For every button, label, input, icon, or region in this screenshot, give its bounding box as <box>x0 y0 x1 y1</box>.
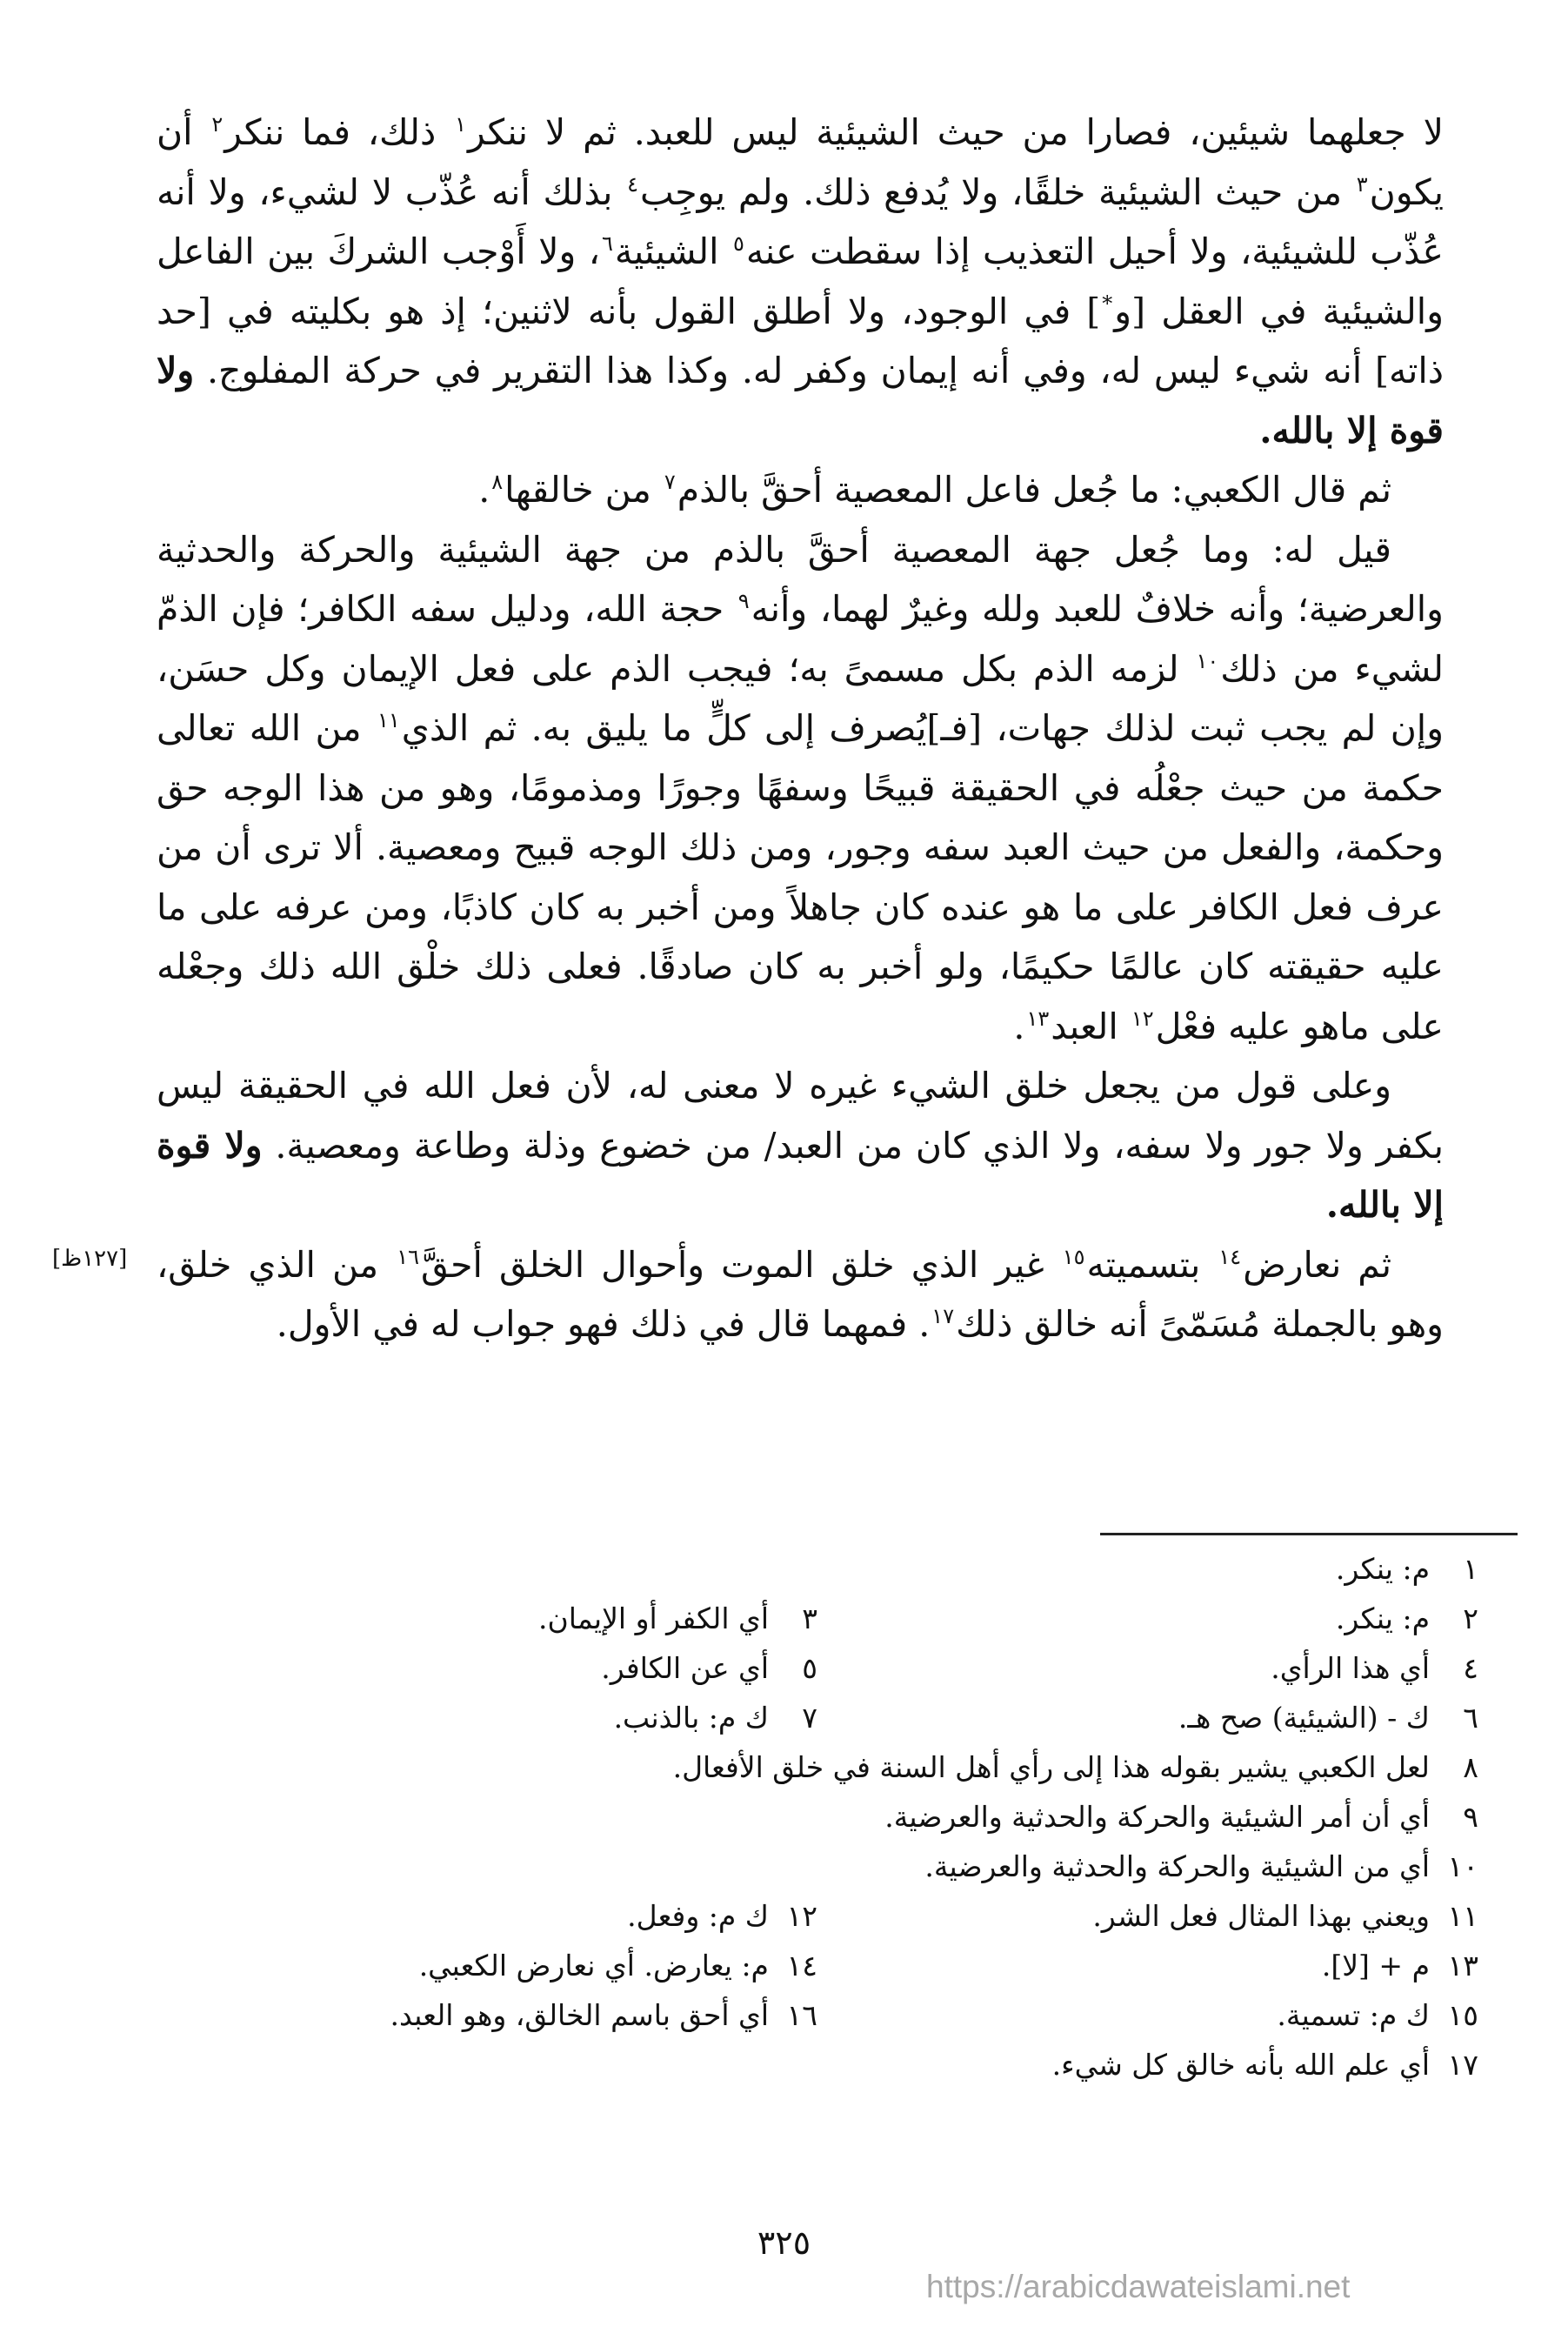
footnote <box>157 1849 1478 1883</box>
footnote-number: ١٧ <box>1447 2048 1478 2082</box>
footnote <box>817 1899 1478 1933</box>
footnote-number: ١٤ <box>786 1949 817 1983</box>
text-run: بذلك أنه عُذّب لا لشيء، ولا أنه عُذّب للشيئية، ولا أحيل التعذيب إذا سقطت عنه <box>157 171 1445 272</box>
footnote-row <box>157 1643 1478 1693</box>
footnote <box>157 1701 817 1735</box>
footnote-marker: ١٣ <box>1026 1006 1050 1031</box>
paragraph <box>157 1235 1444 1354</box>
emphasis-phrase: ولا قوة إلا بالله. <box>157 350 1444 451</box>
footnote <box>817 1949 1478 1983</box>
footnote-text: م + [لا]. <box>1321 1949 1430 1983</box>
footnote-text: أي عن الكافر. <box>601 1651 769 1685</box>
text-run: من حيث الشيئية خلقًا، ولا يُدفع ذلك. ولم يوجِب <box>640 171 1355 213</box>
footnote <box>817 1701 1478 1735</box>
footnote-text: م: يعارض. أي نعارض الكعبي. <box>418 1949 769 1983</box>
footnote-number: ٧ <box>802 1701 817 1735</box>
footnote-number: ٣ <box>802 1601 817 1635</box>
footnote-text: أي هذا الرأي. <box>1271 1651 1430 1685</box>
footnote <box>817 1601 1478 1635</box>
footnote <box>817 1998 1478 2032</box>
footnote-marker: ٢ <box>211 112 224 137</box>
footnotes-block <box>157 1544 1478 2090</box>
text-run: لزمه الذم بكل مسمىً به؛ فيجب الذم على فعل الإيمان وكل حسَن، وإن لم يجب ثبت لذلك جهات، [فـ]يُصرف إلى كلٍّ ما يليق به. ثم الذي <box>157 647 1444 749</box>
footnote-marker: ٧ <box>664 470 676 495</box>
footnote-number: ٩ <box>1463 1800 1478 1834</box>
footnote-marker: ١٦ <box>397 1244 419 1269</box>
paragraph <box>157 460 1444 520</box>
text-run: من الذي خلق، وهو بالجملة مُسَمّىً أنه خالق ذلك <box>157 1243 1444 1345</box>
paragraph <box>157 520 1444 1057</box>
footnote <box>157 1552 1478 1586</box>
footnote-marker: ١٠ <box>1196 648 1219 673</box>
footnote-marker: ١١ <box>377 708 400 733</box>
footnote-marker: ٨ <box>491 470 504 495</box>
footnote-marker: ١٧ <box>931 1304 955 1329</box>
text-run: ] في الوجود، ولا أطلق القول بأنه لاثنين؛ إذ هو بكليته في [حد ذاته] أنه شيء ليس له، وفي أنه إيمان وكفر له. وكذا هذا التقرير في حركة المفلوج. <box>157 290 1444 391</box>
text-run: ذلك، فما ننكر <box>224 111 454 153</box>
manuscript-folio-note: [١٢٧ظ] <box>52 1246 128 1272</box>
text-run: أن يكون <box>157 111 1444 213</box>
footnote-row <box>157 1742 1478 1792</box>
footnote-text: م: ينكر. <box>1335 1552 1430 1586</box>
text-run: من خالقها <box>504 469 663 511</box>
footnote <box>157 1601 817 1635</box>
text-run: . <box>1013 1005 1025 1047</box>
footnote-row <box>157 1594 1478 1643</box>
footnote-row <box>157 1544 1478 1594</box>
footnote-number: ٨ <box>1463 1750 1478 1784</box>
text-run: الشيئية <box>614 231 731 272</box>
footnote-text: أي من الشيئية والحركة والحدثية والعرضية. <box>924 1849 1430 1883</box>
footnote <box>157 2048 1478 2082</box>
footnote <box>157 1800 1478 1834</box>
footnote-marker: ٤ <box>627 171 639 197</box>
text-run: ، ولا أَوْجب الشركَ بين الفاعل والشيئية في العقل [و <box>157 231 1444 332</box>
footnote-text: ك - (الشيئية) صح هـ. <box>1178 1701 1430 1735</box>
footnote-marker: ١٢ <box>1131 1006 1154 1031</box>
footnote-text: أي علم الله بأنه خالق كل شيء. <box>1051 2048 1430 2082</box>
footnote-number: ١٣ <box>1447 1949 1478 1983</box>
text-run: غير الذي خلق الموت وأحوال الخلق أحقَّ <box>420 1243 1061 1286</box>
footnote-text: م: ينكر. <box>1335 1601 1430 1635</box>
footnote-text: أي أن أمر الشيئية والحركة والحدثية والعرضية. <box>884 1800 1430 1834</box>
text-run: . فمهما قال في ذلك فهو جواب له في الأول. <box>276 1303 931 1345</box>
footnote-marker: ١ <box>455 112 467 137</box>
text-run: ثم نعارض <box>1243 1243 1391 1286</box>
footnote-row <box>157 1842 1478 1891</box>
paragraph <box>157 103 1444 460</box>
footnote-text: ويعني بهذا المثال فعل الشر. <box>1092 1899 1430 1933</box>
paragraph <box>157 1056 1444 1235</box>
emphasis-phrase: ولا قوة إلا بالله. <box>157 1124 1444 1226</box>
footnote-number: ٦ <box>1463 1701 1478 1735</box>
footnote-row <box>157 1792 1478 1842</box>
footnote-divider <box>1100 1533 1518 1535</box>
footnote-marker: ٣ <box>1356 171 1368 197</box>
footnote-row <box>157 1941 1478 1990</box>
footnote <box>157 1998 817 2032</box>
footnote-text: أي أحق باسم الخالق، وهو العبد. <box>390 1998 769 2032</box>
footnote-number: ٢ <box>1463 1601 1478 1635</box>
footnote-text: ك م: وفعل. <box>627 1899 769 1933</box>
footnote-row <box>157 1990 1478 2040</box>
footnote-row <box>157 1693 1478 1742</box>
footnote-marker: ١٤ <box>1218 1244 1242 1269</box>
footnote-number: ٥ <box>802 1651 817 1685</box>
text-run: حجة الله، ودليل سفه الكافر؛ فإن الذمّ لشيء من ذلك <box>157 588 1445 690</box>
text-run: وعلى قول من يجعل خلق الشيء غيره لا معنى له، لأن فعل الله في الحقيقة ليس بكفر ولا جور ولا سفه، ولا الذي كان من العبد/ من خضوع وذلة وطاعة ومعصية. <box>157 1065 1444 1167</box>
text-run: . <box>478 469 490 511</box>
text-run: لا جعلهما شيئين، فصارا من حيث الشيئية ليس للعبد. ثم لا ننكر <box>468 111 1444 153</box>
footnote <box>157 1949 817 1983</box>
footnote-number: ١ <box>1463 1552 1478 1586</box>
text-run: ثم قال الكعبي: ما جُعل فاعل المعصية أحقَّ بالذم <box>677 469 1391 511</box>
text-run: بتسميته <box>1086 1243 1218 1286</box>
page-number: ٣٢٥ <box>757 2223 811 2262</box>
footnote <box>157 1651 817 1685</box>
footnote-text: أي الكفر أو الإيمان. <box>538 1601 769 1635</box>
footnote <box>157 1899 817 1933</box>
footnote-number: ١٦ <box>786 1998 817 2032</box>
footnote-text: ك م: بالذنب. <box>613 1701 769 1735</box>
footnote-marker: ٩ <box>737 589 750 614</box>
text-run: قيل له: وما جُعل جهة المعصية أحقَّ بالذم من جهة الشيئية والحركة والحدثية والعرضية؛ وأنه خلافٌ للعبد ولله وغيرٌ لهما، وأنه <box>157 528 1444 630</box>
footnote-marker: * <box>1102 291 1113 316</box>
footnote <box>817 1651 1478 1685</box>
footnote-number: ١٠ <box>1447 1849 1478 1883</box>
footnote-number: ١٥ <box>1447 1998 1478 2032</box>
watermark-url: https://arabicdawateislami.net <box>926 2269 1351 2304</box>
text-run: من الله تعالى حكمة من حيث جعْلُه في الحقيقة قبيحًا وسفهًا وجورًا ومذمومًا، وهو من هذا الوجه حق وحكمة، والفعل من حيث العبد سفه وجور، ومن ذلك الوجه قبيح ومعصية. ألا ترى أن من عرف فعل الكافر على ما هو عنده كان جاهلاً ومن أخبر به كان كاذبًا، ومن عرفه على ما عليه حقيقته كان عالمًا حكيمًا، ولو أخبر به كان صادقًا. فعلى ذلك خلْق الله ذلك وجعْله على ماهو عليه فعْل <box>157 707 1444 1047</box>
footnote-marker: ٦ <box>602 231 613 257</box>
footnote-row <box>157 1891 1478 1941</box>
main-text-block <box>157 103 1444 1354</box>
footnote-marker: ٥ <box>732 231 744 257</box>
footnote-text: ك م: تسمية. <box>1277 1998 1430 2032</box>
footnote-number: ١٢ <box>786 1899 817 1933</box>
footnote-number: ١١ <box>1447 1899 1478 1933</box>
text-run: العبد <box>1051 1005 1130 1047</box>
footnote-marker: ١٥ <box>1062 1244 1085 1269</box>
footnote-number: ٤ <box>1463 1651 1478 1685</box>
footnote-row <box>157 2040 1478 2090</box>
footnote <box>157 1750 1478 1784</box>
footnote-text: لعل الكعبي يشير بقوله هذا إلى رأي أهل السنة في خلق الأفعال. <box>672 1750 1430 1784</box>
